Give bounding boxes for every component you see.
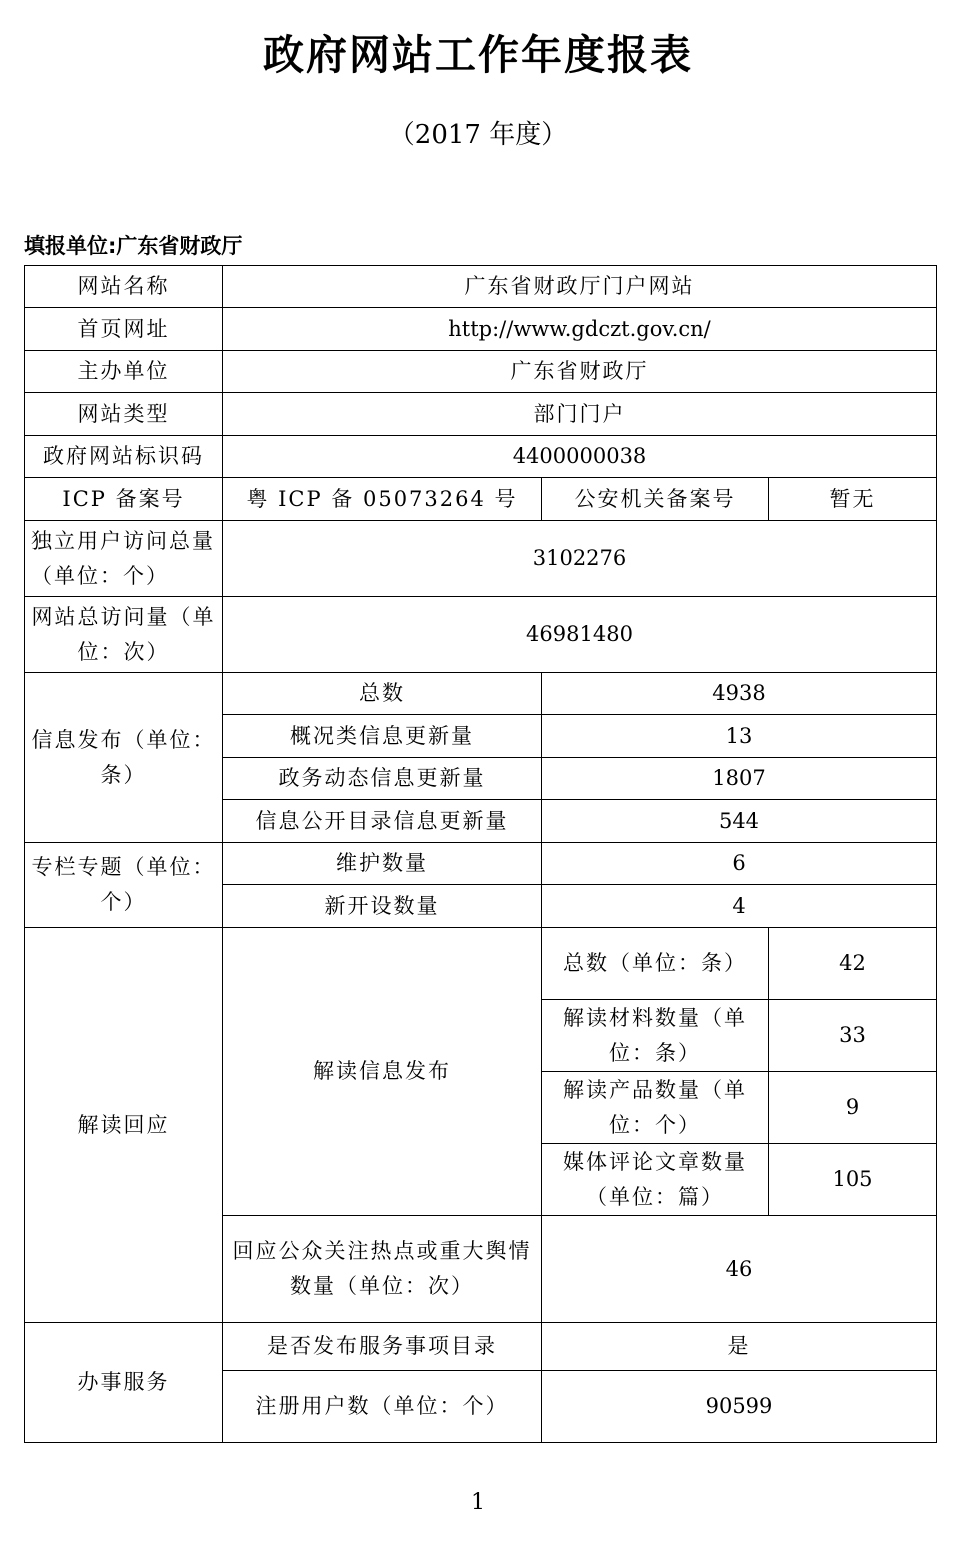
services-label: 办事服务	[25, 1323, 223, 1443]
report-year: （2017 年度）	[388, 120, 568, 150]
table-row	[25, 1323, 937, 1371]
table-row	[25, 308, 937, 351]
filler-label: 填报单位:	[24, 234, 117, 258]
interp-material-label: 解读材料数量（单位：条）	[542, 1000, 769, 1072]
site-type-label: 网站类型	[25, 393, 223, 436]
report-table	[24, 265, 937, 1443]
interp-media-label: 媒体评论文章数量（单位：篇）	[542, 1144, 769, 1216]
police-record-label: 公安机关备案号	[542, 478, 769, 521]
table-row	[25, 351, 937, 393]
interp-media-value: 105	[769, 1144, 937, 1216]
interp-material-value: 33	[769, 1000, 937, 1072]
home-url-value: http://www.gdczt.gov.cn/	[223, 308, 937, 351]
columns-maintained-label: 维护数量	[223, 843, 542, 885]
report-title: 政府网站工作年度报表	[263, 31, 693, 79]
service-catalog-label: 是否发布服务事项目录	[223, 1323, 542, 1371]
table-row	[25, 673, 937, 715]
total-visits-label: 网站总访问量（单位：次）	[25, 597, 223, 673]
filler-name: 广东省财政厅	[116, 234, 243, 258]
site-name-label: 网站名称	[25, 266, 223, 308]
info-catalog-value: 544	[542, 800, 937, 843]
interp-product-label: 解读产品数量（单位：个）	[542, 1072, 769, 1144]
columns-new-value: 4	[542, 885, 937, 928]
columns-label: 专栏专题（单位：个）	[25, 843, 223, 928]
info-total-value: 4938	[542, 673, 937, 715]
table-row	[25, 521, 937, 597]
info-catalog-label: 信息公开目录信息更新量	[223, 800, 542, 843]
interp-total-value: 42	[769, 928, 937, 1000]
columns-new-label: 新开设数量	[223, 885, 542, 928]
unique-visitors-label: 独立用户访问总量（单位：个）	[25, 521, 223, 597]
info-overview-label: 概况类信息更新量	[223, 715, 542, 758]
response-label: 回应公众关注热点或重大舆情数量（单位：次）	[223, 1216, 542, 1323]
table-row	[25, 843, 937, 885]
police-record-value: 暂无	[769, 478, 937, 521]
info-news-value: 1807	[542, 758, 937, 800]
info-total-label: 总数	[223, 673, 542, 715]
icp-value: 粤 ICP 备 05073264 号	[223, 478, 542, 521]
site-name-value: 广东省财政厅门户网站	[223, 266, 937, 308]
table-row	[25, 478, 937, 521]
interp-total-label: 总数（单位：条）	[542, 928, 769, 1000]
host-unit-label: 主办单位	[25, 351, 223, 393]
site-type-value: 部门门户	[223, 393, 937, 436]
registered-users-value: 90599	[542, 1371, 937, 1443]
host-unit-value: 广东省财政厅	[223, 351, 937, 393]
unique-visitors-value: 3102276	[223, 521, 937, 597]
info-overview-value: 13	[542, 715, 937, 758]
table-row	[25, 597, 937, 673]
table-row	[25, 266, 937, 308]
table-row	[25, 928, 937, 1000]
service-catalog-value: 是	[542, 1323, 937, 1371]
icp-label: ICP 备案号	[25, 478, 223, 521]
columns-maintained-value: 6	[542, 843, 937, 885]
total-visits-value: 46981480	[223, 597, 937, 673]
table-row	[25, 393, 937, 436]
response-value: 46	[542, 1216, 937, 1323]
interpretation-label: 解读回应	[25, 928, 223, 1323]
info-news-label: 政务动态信息更新量	[223, 758, 542, 800]
info-publish-label: 信息发布（单位：条）	[25, 673, 223, 843]
table-row	[25, 436, 937, 478]
site-code-value: 4400000038	[223, 436, 937, 478]
page-number: 1	[471, 1490, 485, 1515]
interp-product-value: 9	[769, 1072, 937, 1144]
interpretation-publish-label: 解读信息发布	[223, 928, 542, 1216]
site-code-label: 政府网站标识码	[25, 436, 223, 478]
home-url-label: 首页网址	[25, 308, 223, 351]
registered-users-label: 注册用户数（单位：个）	[223, 1371, 542, 1443]
filler-unit	[24, 230, 242, 260]
